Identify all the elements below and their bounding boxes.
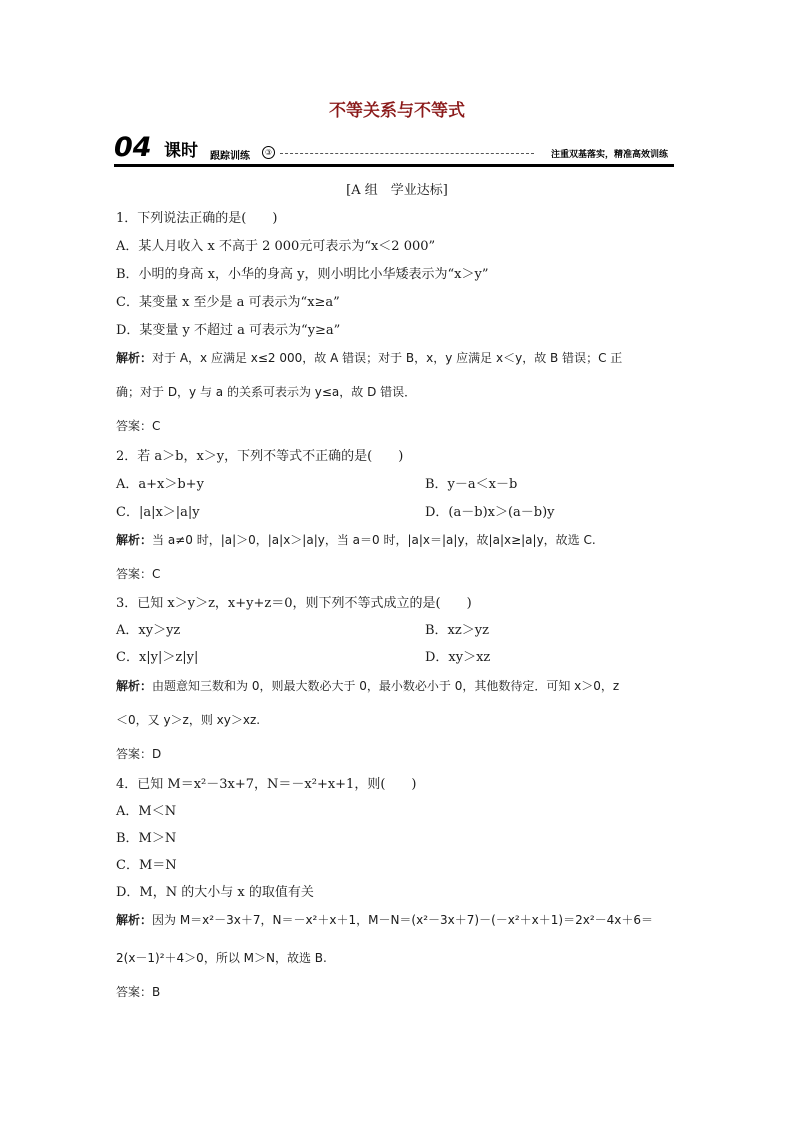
q3-option-d: D．xy＞xz bbox=[425, 650, 491, 665]
q3-stem: 3．已知 x＞y＞z，x+y+z＝0，则下列不等式成立的是( ) bbox=[116, 596, 472, 611]
q2-solution-text1: 当 a≠0 时，|a|＞0，|a|x＞|a|y，当 a＝0 时，|a|x＝|a|y，故|a|x≥|a|y，故选 C. bbox=[152, 533, 596, 547]
banner-subtitle: 跟踪训练 bbox=[210, 151, 250, 162]
q2-option-d: D．(a－b)x＞(a－b)y bbox=[425, 505, 555, 520]
q3-solution-line2: ＜0，又 y＞z，则 xy＞xz. bbox=[116, 713, 261, 727]
q2-stem: 2．若 a＞b，x＞y，下列不等式不正确的是( ) bbox=[116, 449, 404, 464]
q1-stem: 1．下列说法正确的是( ) bbox=[116, 211, 278, 226]
q4-solution-text1: 因为 M＝x²－3x＋7，N＝－x²＋x＋1，M－N＝(x²－3x＋7)－(－x²＋x＋1)＝2x²－4x＋6＝ bbox=[152, 913, 654, 927]
circle-number-icon: ③ bbox=[262, 146, 275, 159]
q1-option-c: C．某变量 x 至少是 a 可表示为“x≥a” bbox=[116, 295, 340, 310]
lesson-banner bbox=[114, 134, 674, 168]
page-title: 不等关系与不等式 bbox=[329, 101, 465, 121]
q4-option-a: A．M＜N bbox=[116, 804, 177, 819]
q4-option-c: C．M＝N bbox=[116, 858, 177, 873]
q4-answer: 答案：B bbox=[116, 985, 161, 999]
banner-underline bbox=[114, 164, 674, 167]
lesson-label: 课时 bbox=[164, 141, 198, 161]
q2-solution-line1 bbox=[116, 531, 596, 548]
q1-option-a: A．某人月收入 x 不高于 2 000元可表示为“x＜2 000” bbox=[116, 239, 436, 254]
q4-stem: 4．已知 M＝x²－3x+7，N＝－x²+x+1，则( ) bbox=[116, 777, 417, 792]
q2-option-c: C．|a|x＞|a|y bbox=[116, 505, 200, 520]
section-heading: [A 组 学业达标] bbox=[346, 183, 448, 198]
q1-answer: 答案：C bbox=[116, 419, 161, 433]
q4-solution-label: 解析： bbox=[116, 913, 153, 927]
q4-solution-line2: 2(x－1)²＋4＞0，所以 M＞N，故选 B. bbox=[116, 951, 327, 965]
lesson-number: 04 bbox=[114, 132, 152, 163]
q2-option-b: B．y－a＜x－b bbox=[425, 477, 518, 492]
q3-solution-text1: 由题意知三数和为 0，则最大数必大于 0，最小数必小于 0，其他数待定．可知 x＞0，z bbox=[152, 679, 620, 693]
q2-solution-label: 解析： bbox=[116, 533, 153, 547]
q3-option-b: B．xz＞yz bbox=[425, 623, 489, 638]
q1-option-b: B．小明的身高 x，小华的身高 y，则小明比小华矮表示为“x＞y” bbox=[116, 267, 489, 282]
q3-solution-line1 bbox=[116, 677, 619, 694]
q1-solution-label: 解析： bbox=[116, 351, 153, 365]
q1-solution-text1: 对于 A，x 应满足 x≤2 000，故 A 错误；对于 B，x，y 应满足 x＜y，故 B 错误；C 正 bbox=[152, 351, 623, 365]
q3-option-a: A．xy＞yz bbox=[116, 623, 181, 638]
q2-option-a: A．a+x＞b+y bbox=[116, 477, 204, 492]
q3-answer: 答案：D bbox=[116, 747, 162, 761]
q1-solution-line2: 确；对于 D，y 与 a 的关系可表示为 y≤a，故 D 错误． bbox=[116, 385, 417, 399]
banner-dashed-line bbox=[280, 153, 534, 154]
q4-option-b: B．M＞N bbox=[116, 831, 177, 846]
q1-option-d: D．某变量 y 不超过 a 可表示为“y≥a” bbox=[116, 323, 341, 338]
q4-option-d: D．M，N 的大小与 x 的取值有关 bbox=[116, 885, 314, 900]
q3-option-c: C．x|y|＞z|y| bbox=[116, 650, 199, 665]
q4-solution-line1 bbox=[116, 911, 653, 928]
q3-solution-label: 解析： bbox=[116, 679, 153, 693]
q2-answer: 答案：C bbox=[116, 567, 161, 581]
banner-slogan: 注重双基落实，精准高效训练 bbox=[550, 150, 668, 160]
q1-solution-line1 bbox=[116, 349, 622, 366]
